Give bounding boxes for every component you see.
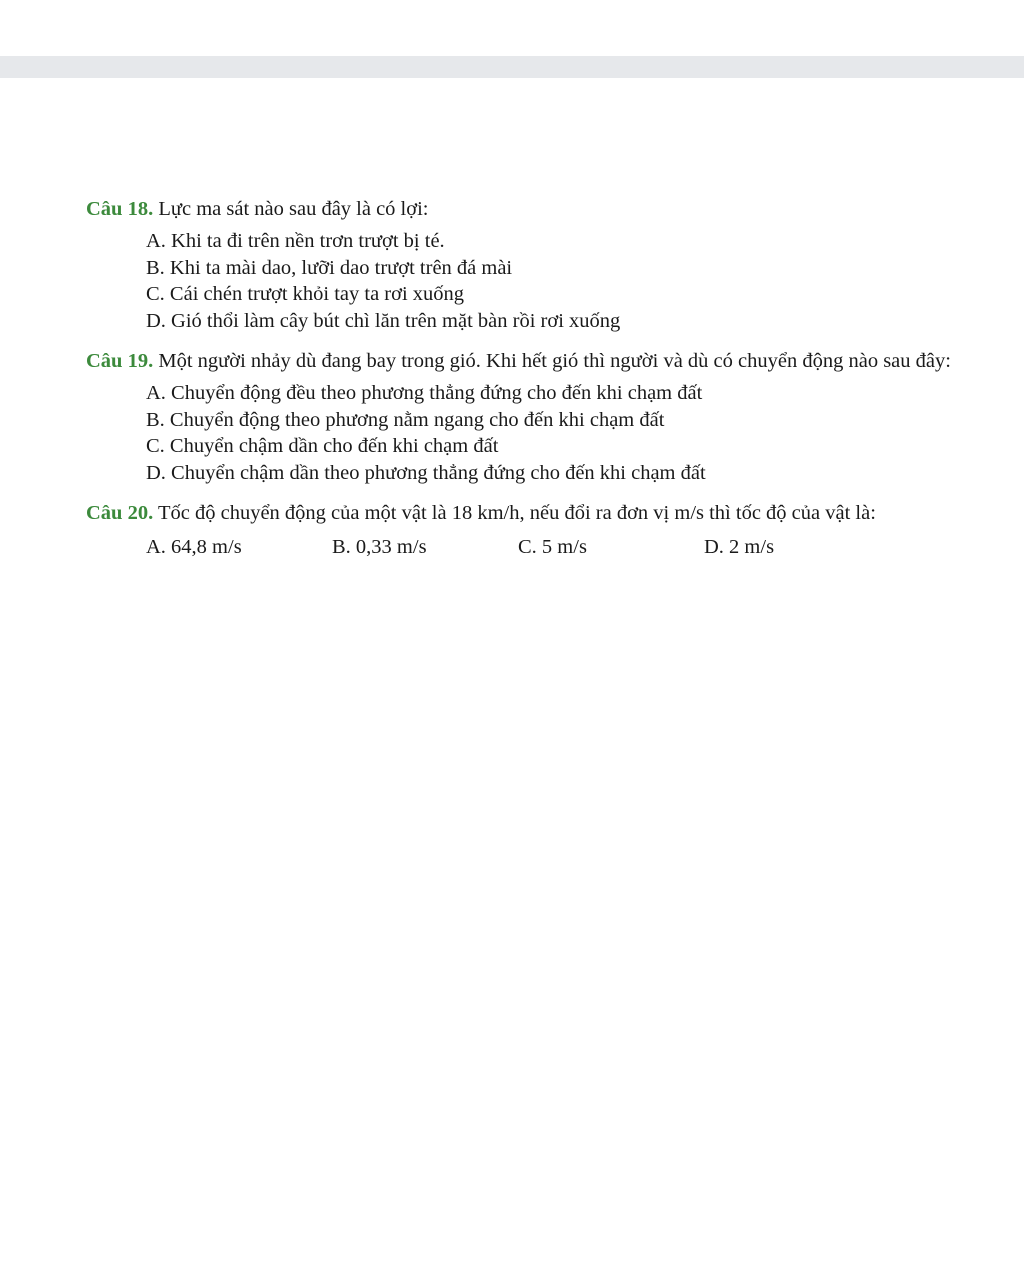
question-18	[86, 196, 956, 334]
option-a: A. 64,8 m/s	[146, 536, 242, 558]
option-c: C. Cái chén trượt khỏi tay ta rơi xuống	[146, 283, 465, 305]
option-b: B. 0,33 m/s	[332, 536, 427, 558]
option-list	[86, 380, 956, 486]
option-c: C. Chuyển chậm dần cho đến khi chạm đất	[146, 435, 499, 457]
option-c: C. 5 m/s	[518, 536, 587, 558]
option-d: D. Chuyển chậm dần theo phương thẳng đứng cho đến khi chạm đất	[146, 461, 706, 484]
option-d: D. 2 m/s	[704, 536, 775, 558]
top-bar	[0, 56, 1024, 78]
question-number: Câu 19.	[86, 350, 154, 372]
document-body	[86, 196, 956, 574]
option-list	[86, 228, 956, 334]
option-d: D. Gió thổi làm cây bút chì lăn trên mặt bàn rồi rơi xuống	[146, 309, 621, 332]
question-text: Một người nhảy dù đang bay trong gió. Khi hết gió thì người và dù có chuyển động nào sau đây:	[153, 350, 951, 372]
question-stem	[86, 348, 956, 374]
question-text: Lực ma sát nào sau đây là có lợi:	[153, 198, 429, 220]
question-20	[86, 500, 956, 560]
option-row	[86, 534, 956, 560]
question-stem	[86, 196, 956, 222]
question-stem	[86, 500, 956, 526]
question-number: Câu 18.	[86, 198, 154, 220]
option-a: A. Khi ta đi trên nền trơn trượt bị té.	[146, 230, 445, 252]
option-b: B. Chuyển động theo phương nằm ngang cho đến khi chạm đất	[146, 408, 665, 431]
question-number: Câu 20.	[86, 502, 154, 524]
question-19	[86, 348, 956, 486]
option-a: A. Chuyển động đều theo phương thẳng đứng cho đến khi chạm đất	[146, 382, 703, 404]
question-text: Tốc độ chuyển động của một vật là 18 km/h, nếu đổi ra đơn vị m/s thì tốc độ của vật là:	[153, 502, 876, 524]
option-b: B. Khi ta mài dao, lưỡi dao trượt trên đá mài	[146, 256, 513, 279]
